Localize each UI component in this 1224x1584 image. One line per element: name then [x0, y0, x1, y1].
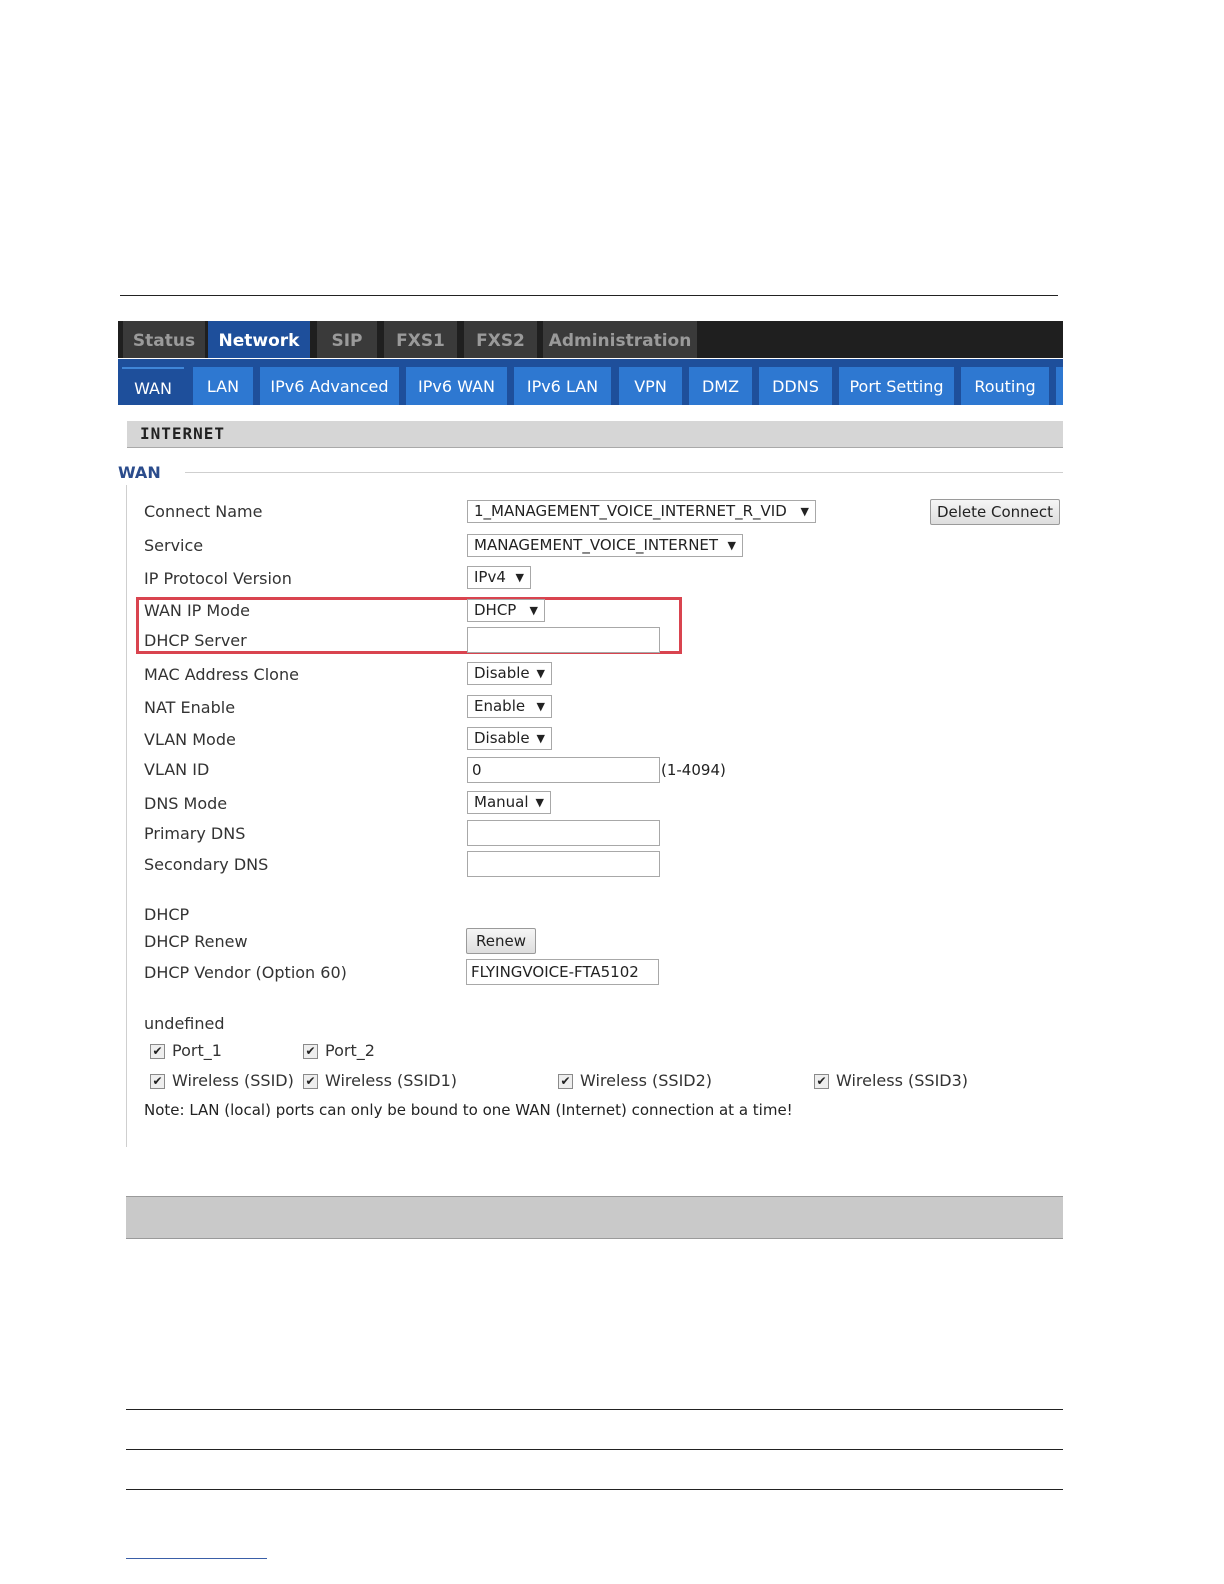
port-2-label: Port_2 — [325, 1041, 375, 1060]
primary-dns-input[interactable] — [467, 820, 660, 846]
tab-status[interactable]: Status — [123, 321, 205, 358]
dropdown-arrow-icon: ▼ — [535, 796, 544, 809]
dropdown-arrow-icon: ▼ — [536, 700, 545, 713]
subtab-ipv6-lan[interactable]: IPv6 LAN — [514, 367, 611, 405]
dhcp-vendor-input[interactable]: FLYINGVOICE-FTA5102 — [466, 959, 659, 985]
subtab-dmz[interactable]: DMZ — [689, 367, 752, 405]
dropdown-arrow-icon: ▼ — [529, 604, 538, 617]
subtab-lan[interactable]: LAN — [193, 367, 253, 405]
dropdown-arrow-icon: ▼ — [536, 667, 545, 680]
dropdown-arrow-icon: ▼ — [800, 505, 809, 518]
mac-clone-value: Disable — [474, 664, 530, 682]
dns-mode-value: Manual — [474, 793, 529, 811]
dropdown-arrow-icon: ▼ — [536, 732, 545, 745]
dhcp-heading: DHCP — [144, 905, 190, 924]
mac-clone-label: MAC Address Clone — [144, 665, 299, 684]
wan-ip-mode-label: WAN IP Mode — [144, 601, 250, 620]
binding-heading: undefined — [144, 1014, 225, 1033]
fieldset-border — [126, 485, 127, 1147]
page-rule-top — [120, 295, 1058, 296]
vlan-id-input[interactable]: 0 — [467, 757, 660, 783]
dropdown-arrow-icon: ▼ — [515, 571, 524, 584]
dns-mode-label: DNS Mode — [144, 794, 228, 813]
secondary-dns-label: Secondary DNS — [144, 855, 269, 874]
tab-fxs1[interactable]: FXS1 — [384, 321, 457, 358]
wireless-ssid3-checkbox[interactable] — [814, 1071, 968, 1090]
subtab-port-setting[interactable]: Port Setting — [839, 367, 954, 405]
wan-ip-mode-select[interactable] — [467, 599, 545, 622]
delete-connect-button[interactable]: Delete Connect — [930, 499, 1060, 525]
ip-protocol-select[interactable] — [467, 566, 531, 589]
connect-name-value: 1_MANAGEMENT_VOICE_INTERNET_R_VID — [474, 502, 787, 520]
tab-network[interactable]: Network — [208, 321, 310, 358]
wireless-ssid2-checkbox[interactable] — [558, 1071, 712, 1090]
table-rule-2 — [126, 1449, 1063, 1450]
dns-mode-select[interactable] — [467, 791, 551, 814]
legend-divider — [185, 472, 1063, 473]
dhcp-renew-label: DHCP Renew — [144, 932, 248, 951]
service-value: MANAGEMENT_VOICE_INTERNET — [474, 536, 719, 554]
service-select[interactable] — [467, 534, 743, 557]
subtab-routing[interactable]: Routing — [961, 367, 1049, 405]
dhcp-vendor-label: DHCP Vendor (Option 60) — [144, 963, 347, 982]
ip-protocol-value: IPv4 — [474, 568, 506, 586]
table-rule-3 — [126, 1489, 1063, 1490]
checkmark-icon: ✔ — [814, 1074, 829, 1089]
connect-name-select[interactable] — [467, 500, 816, 523]
nat-enable-value: Enable — [474, 697, 526, 715]
sub-nav — [118, 359, 1063, 405]
wireless-ssid1-label: Wireless (SSID1) — [325, 1071, 458, 1090]
dhcp-server-label: DHCP Server — [144, 631, 247, 650]
wireless-ssid-checkbox[interactable] — [150, 1071, 294, 1090]
dropdown-arrow-icon: ▼ — [727, 539, 736, 552]
nat-enable-select[interactable] — [467, 695, 552, 718]
vlan-mode-value: Disable — [474, 729, 530, 747]
subtab-wan[interactable]: WAN — [122, 367, 184, 405]
checkmark-icon: ✔ — [150, 1074, 165, 1089]
footnote-rule — [126, 1558, 267, 1559]
vlan-id-range-hint: (1-4094) — [661, 761, 726, 779]
vlan-mode-label: VLAN Mode — [144, 730, 236, 749]
port-1-label: Port_1 — [172, 1041, 222, 1060]
checkmark-icon: ✔ — [558, 1074, 573, 1089]
connect-name-label: Connect Name — [144, 502, 263, 521]
binding-note: Note: LAN (local) ports can only be bound to one WAN (Internet) connection at a time! — [144, 1101, 793, 1119]
checkmark-icon: ✔ — [303, 1044, 318, 1059]
tab-administration[interactable]: Administration — [543, 321, 697, 358]
wireless-ssid3-label: Wireless (SSID3) — [836, 1071, 969, 1090]
port-1-checkbox[interactable] — [150, 1041, 222, 1060]
footer-bar — [126, 1196, 1063, 1239]
checkmark-icon: ✔ — [303, 1074, 318, 1089]
tab-sip[interactable]: SIP — [317, 321, 377, 358]
subtab-vpn[interactable]: VPN — [619, 367, 682, 405]
subtab-ipv6-wan[interactable]: IPv6 WAN — [406, 367, 507, 405]
secondary-dns-input[interactable] — [467, 851, 660, 877]
subtab-ddns[interactable]: DDNS — [759, 367, 832, 405]
wireless-ssid-label: Wireless (SSID) — [172, 1071, 294, 1090]
vlan-mode-select[interactable] — [467, 727, 552, 750]
wireless-ssid1-checkbox[interactable] — [303, 1071, 457, 1090]
checkmark-icon: ✔ — [150, 1044, 165, 1059]
subtab-ipv6-advanced[interactable]: IPv6 Advanced — [260, 367, 399, 405]
section-header — [127, 421, 1063, 448]
primary-dns-label: Primary DNS — [144, 824, 246, 843]
dhcp-server-input[interactable] — [467, 627, 660, 653]
tab-fxs2[interactable]: FXS2 — [464, 321, 537, 358]
port-2-checkbox[interactable] — [303, 1041, 375, 1060]
section-title: INTERNET — [140, 424, 226, 443]
mac-clone-select[interactable] — [467, 662, 552, 685]
service-label: Service — [144, 536, 204, 555]
ip-protocol-label: IP Protocol Version — [144, 569, 292, 588]
subtab-overflow[interactable] — [1056, 367, 1063, 405]
wan-legend: WAN — [118, 463, 161, 482]
nat-enable-label: NAT Enable — [144, 698, 236, 717]
wan-ip-mode-value: DHCP — [474, 601, 517, 619]
top-nav — [118, 321, 1063, 358]
wireless-ssid2-label: Wireless (SSID2) — [580, 1071, 713, 1090]
table-rule-1 — [126, 1409, 1063, 1410]
renew-button[interactable]: Renew — [466, 928, 536, 954]
vlan-id-label: VLAN ID — [144, 760, 210, 779]
